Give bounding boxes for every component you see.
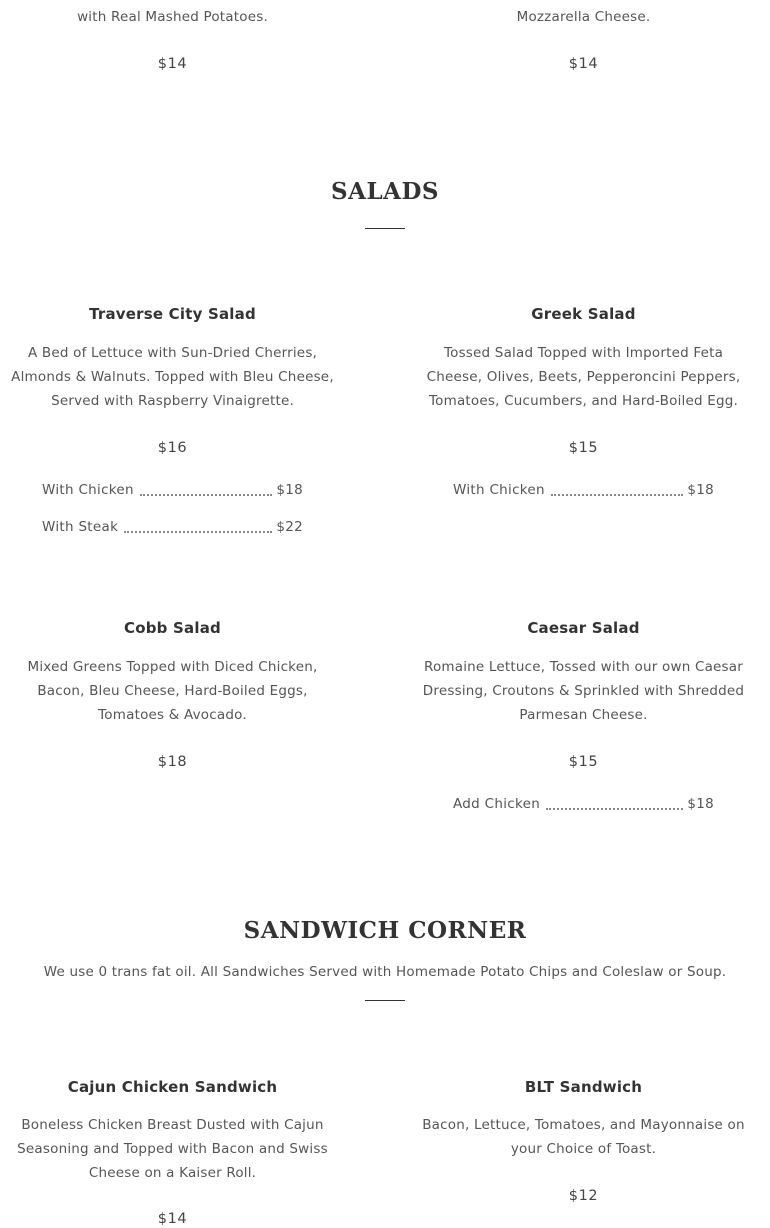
menu-item-option: [42, 482, 303, 502]
menu-item-title: Greek Salad: [531, 305, 636, 323]
menu-item-price: $18: [157, 754, 188, 770]
menu-item-title: Cajun Chicken Sandwich: [67, 1078, 278, 1096]
section-title-salads: SALADS: [330, 178, 440, 205]
menu-item-description: with Real Mashed Potatoes.: [77, 9, 268, 25]
option-label: With Chicken: [453, 482, 545, 498]
section-title-sandwiches: SANDWICH CORNER: [243, 917, 527, 944]
menu-item-title: Caesar Salad: [527, 619, 640, 637]
menu-item-option: [42, 519, 303, 539]
menu-item-price: $16: [157, 440, 188, 456]
option-price: $22: [276, 519, 303, 535]
menu-item-option: [453, 482, 714, 502]
dot-leader: [551, 484, 683, 496]
menu-item-description: Romaine Lettuce, Tossed with our own Caesar Dressing, Croutons & Sprinkled with Shredded Parmesan Cheese.: [422, 659, 745, 723]
menu-item-description: A Bed of Lettuce with Sun-Dried Cherries, Almonds & Walnuts. Topped with Bleu Cheese, Served with Raspberry Vinaigrette.: [11, 345, 334, 409]
option-price: $18: [687, 482, 714, 498]
menu-item-description: Boneless Chicken Breast Dusted with Cajun Seasoning and Topped with Bacon and Swiss Cheese on a Kaiser Roll.: [17, 1117, 328, 1181]
section-subtitle: We use 0 trans fat oil. All Sandwiches Served with Homemade Potato Chips and Coleslaw or Soup.: [43, 964, 727, 980]
menu-item-description: Bacon, Lettuce, Tomatoes, and Mayonnaise on your Choice of Toast.: [422, 1117, 745, 1157]
menu-item-price: $12: [568, 1188, 599, 1204]
menu-item-title: Cobb Salad: [124, 619, 221, 637]
option-label: With Steak: [42, 519, 119, 535]
option-price: $18: [687, 796, 714, 812]
section-divider: [365, 1000, 405, 1001]
option-price: $18: [276, 482, 303, 498]
dot-leader: [124, 521, 272, 533]
menu-item-option: [453, 796, 714, 816]
menu-item-description: Tossed Salad Topped with Imported Feta Cheese, Olives, Beets, Pepperoncini Peppers, Tomatoes, Cucumbers, and Hard-Boiled Egg.: [426, 345, 741, 409]
menu-item-description: Mozzarella Cheese.: [516, 9, 651, 25]
menu-item-title: Traverse City Salad: [89, 305, 256, 323]
menu-item-price: $14: [568, 56, 599, 72]
dot-leader: [546, 798, 683, 810]
menu-item-price: $15: [568, 440, 599, 456]
menu-item-description: Mixed Greens Topped with Diced Chicken, Bacon, Bleu Cheese, Hard-Boiled Eggs, Tomatoes & Avocado.: [27, 659, 318, 723]
menu-item-price: $14: [157, 1211, 188, 1227]
menu-item-price: $15: [568, 754, 599, 770]
dot-leader: [140, 484, 272, 496]
section-divider: [365, 228, 405, 229]
menu-item-title: BLT Sandwich: [524, 1078, 643, 1096]
menu-item-price: $14: [157, 56, 188, 72]
option-label: With Chicken: [42, 482, 134, 498]
option-label: Add Chicken: [453, 796, 541, 812]
